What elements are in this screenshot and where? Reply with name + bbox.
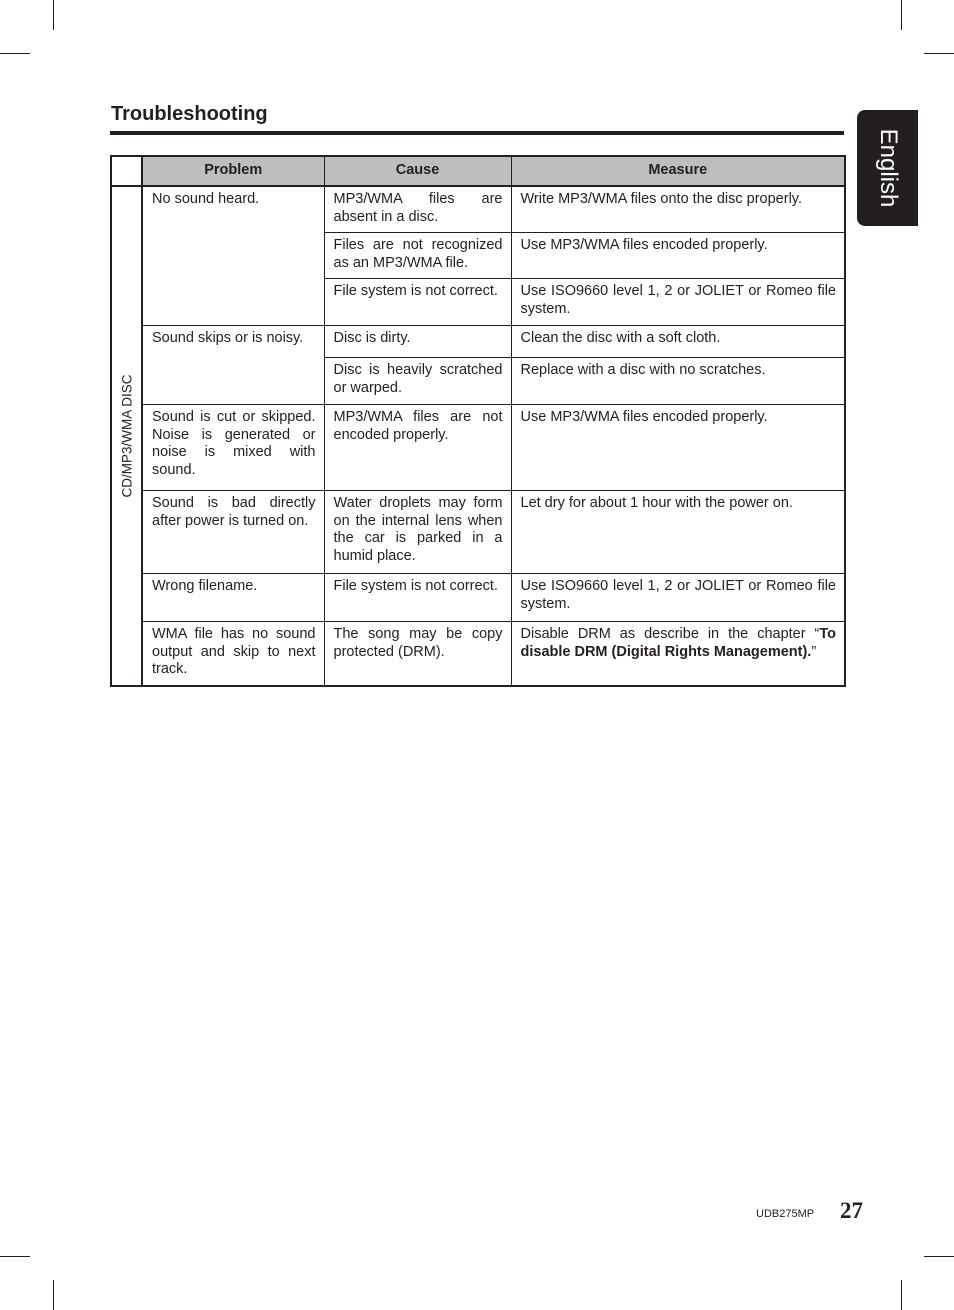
measure-cell: Use MP3/WMA files encoded properly. (511, 405, 845, 491)
language-tab-label: English (874, 128, 902, 208)
table-row (111, 186, 845, 233)
measure-cell: Replace with a disc with no scratches. (511, 358, 845, 405)
measure-cell: Use ISO9660 level 1, 2 or JOLIET or Romeo file system. (511, 574, 845, 622)
measure-text: Disable DRM as describe in the chapter “ (520, 626, 820, 642)
troubleshooting-table (110, 155, 846, 687)
title-divider (110, 131, 844, 135)
measure-cell: Use ISO9660 level 1, 2 or JOLIET or Romeo file system. (511, 279, 845, 326)
crop-mark (924, 1256, 954, 1257)
table-header-row (111, 156, 845, 186)
measure-cell: Let dry for about 1 hour with the power on. (511, 491, 845, 574)
problem-cell: Wrong filename. (142, 574, 324, 622)
cause-cell: The song may be copy protected (DRM). (324, 622, 511, 686)
crop-mark (901, 1280, 902, 1310)
problem-cell: Sound is cut or skipped. Noise is generated or noise is mixed with sound. (142, 405, 324, 491)
crop-mark (924, 53, 954, 54)
category-cell (111, 186, 142, 686)
page-title: Troubleshooting (111, 103, 268, 125)
header-problem: Problem (142, 156, 324, 186)
page-number: 27 (840, 1198, 863, 1223)
cause-cell: File system is not correct. (324, 574, 511, 622)
category-label: CD/MP3/WMA DISC (118, 374, 134, 498)
cause-cell: Water droplets may form on the internal lens when the car is parked in a humid place. (324, 491, 511, 574)
cause-cell: MP3/WMA files are absent in a disc. (324, 186, 511, 233)
header-blank-cell (111, 156, 142, 186)
crop-mark (53, 0, 54, 30)
problem-cell: No sound heard. (142, 186, 324, 326)
cause-cell: Files are not recognized as an MP3/WMA file. (324, 233, 511, 279)
measure-cell (511, 622, 845, 686)
chapter-reference: To disable DRM (Digital Rights Management). (520, 626, 836, 660)
cause-cell: Disc is dirty. (324, 326, 511, 358)
table-row (111, 326, 845, 358)
problem-cell: WMA file has no sound output and skip to next track. (142, 622, 324, 686)
cause-cell: Disc is heavily scratched or warped. (324, 358, 511, 405)
problem-cell: Sound is bad directly after power is turned on. (142, 491, 324, 574)
cause-cell: MP3/WMA files are not encoded properly. (324, 405, 511, 491)
problem-cell: Sound skips or is noisy. (142, 326, 324, 405)
header-cause: Cause (324, 156, 511, 186)
crop-mark (53, 1280, 54, 1310)
table-row (111, 491, 845, 574)
measure-cell: Clean the disc with a soft cloth. (511, 326, 845, 358)
crop-mark (901, 0, 902, 30)
measure-text-end: ” (811, 643, 817, 660)
cause-cell: File system is not correct. (324, 279, 511, 326)
table-row (111, 622, 845, 686)
crop-mark (0, 1256, 30, 1257)
table-row (111, 574, 845, 622)
measure-cell: Write MP3/WMA files onto the disc properly. (511, 186, 845, 233)
measure-cell: Use MP3/WMA files encoded properly. (511, 233, 845, 279)
crop-mark (0, 53, 30, 54)
model-number: UDB275MP (756, 1208, 815, 1220)
language-tab (857, 110, 918, 226)
table-row (111, 405, 845, 491)
header-measure: Measure (511, 156, 845, 186)
